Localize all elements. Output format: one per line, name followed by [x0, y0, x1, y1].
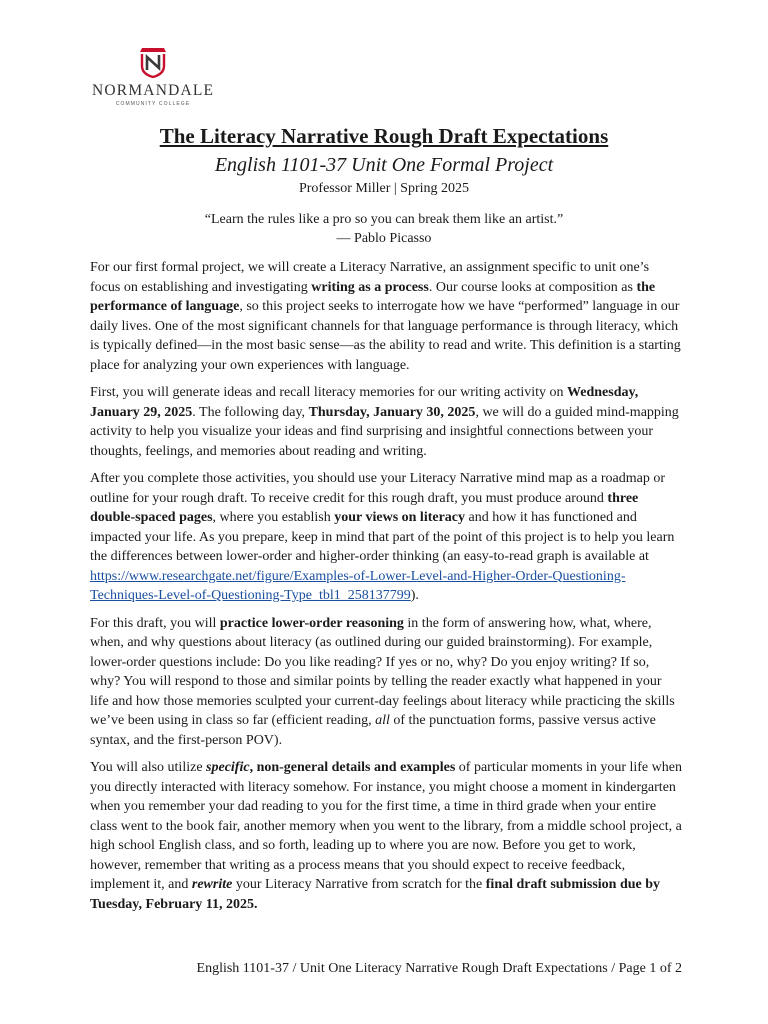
text-run: For our first formal project, we will create a Literacy Narrative, an assignment specific to unit one’s focus on establishing and investigating	[90, 260, 650, 295]
bold-run: final draft submission due by Tuesday, February 11, 2025.	[90, 877, 661, 912]
text-run: , so this project seeks to interrogate how we have “performed” language in our daily lives. One of the most significant channels for that language performance is through literacy, which is typically defined—in the most basic sense—as the ability to read and write. This definition is a starting place for analyzing your own experiences with language.	[90, 299, 681, 373]
epigraph-quote	[0, 210, 768, 248]
text-run: your Literacy Narrative from scratch for the	[232, 877, 486, 892]
paragraph-activities	[90, 383, 682, 461]
text-run: , we will do a guided mind-mapping activity to help you visualize your ideas and find surprising and insightful connections between your thoughts, feelings, and memories about reading and writing.	[90, 404, 679, 459]
text-run: After you complete those activities, you should use your Literacy Narrative mind map as a roadmap or outline for your rough draft. To receive credit for this rough draft, you must produce around	[90, 471, 665, 506]
text-run: in the form of answering how, what, where, when, and why questions about literacy (as outlined during our guided brainstorming). For example, lower-order questions include: Do you like reading? If yes or no, why? Do you enjoy writing? If so, why? You will respond to those and similar points by telling the reader exactly what happened in your life and how those memories sculpted your current-day feelings about literacy while practicing the skills we’ve been using in class so far (efficient reading,	[90, 615, 675, 728]
bold-run: your views on literacy	[334, 510, 466, 525]
bold-run: Thursday, January 30, 2025	[308, 404, 476, 420]
bold-italic-run: rewrite	[191, 877, 233, 892]
document-subtitle: English 1101-37 Unit One Formal Project	[214, 154, 554, 176]
logo-subtitle: COMMUNITY COLLEGE	[115, 101, 191, 107]
normandale-shield-icon	[136, 44, 170, 78]
text-run: . Our course looks at composition as	[428, 279, 637, 295]
text-run: ).	[410, 588, 419, 603]
logo-wordmark: NORMANDALE	[92, 82, 215, 99]
page-footer: English 1101-37 / Unit One Literacy Narrative Rough Draft Expectations / Page 1 of 2	[196, 961, 682, 976]
text-run: and how it has functioned and impacted your life. As you prepare, keep in mind that part of the point of this project is to help you learn the differences between lower-order and higher-order thinking (an easy-to-read graph is available at	[90, 510, 675, 564]
text-run: of the punctuation forms, passive versus active syntax, and the first-person POV).	[90, 713, 656, 748]
paragraph-details	[90, 758, 682, 914]
text-run: . The following day,	[192, 404, 309, 420]
bold-run: the performance of language	[90, 279, 656, 314]
text-run: You will also utilize	[90, 760, 207, 775]
bold-run: three double-spaced pages	[90, 490, 639, 525]
paragraph-intro	[90, 258, 682, 375]
text-run: , where you establish	[212, 510, 335, 525]
bold-run: , non-general details and examples	[249, 760, 456, 775]
text-run: of particular moments in your life when you directly interacted with literacy somehow. For instance, you might choose a moment in kindergarten when you remember your dad reading to you for the first time, a time in third grade when your entire class went to the book fair, another memory when you went to the library, from a middle school project, a high school English class, and so forth, leading up to where you are now. Before you get to work, however, remember that writing as a process means that you should expect to receive feedback, implement it, and	[90, 760, 682, 892]
quote-text: “Learn the rules like a pro so you can break them like an artist.”	[204, 212, 564, 227]
researchgate-link[interactable]: https://www.researchgate.net/figure/Examples-of-Lower-Level-and-Higher-Order-Questioning-Techniques-Level-of-Questioning-Type_tbl1_258137799	[90, 568, 626, 603]
text-run: First, you will generate ideas and recall literacy memories for our writing activity on	[90, 385, 568, 400]
paragraph-lower-order	[90, 614, 682, 751]
paragraph-rough-draft	[90, 469, 682, 606]
quote-author: — Pablo Picasso	[336, 231, 432, 246]
document-title: The Literacy Narrative Rough Draft Expectations	[159, 124, 609, 148]
bold-run: writing as a process	[311, 279, 429, 295]
document-body	[90, 258, 682, 922]
bold-italic-run: specific	[206, 760, 250, 775]
bold-run: Wednesday, January 29, 2025	[90, 385, 639, 420]
document-byline: Professor Miller | Spring 2025	[298, 181, 470, 196]
bold-run: practice lower-order reasoning	[219, 615, 404, 631]
italic-run: all	[375, 713, 390, 728]
text-run: For this draft, you will	[90, 615, 220, 631]
